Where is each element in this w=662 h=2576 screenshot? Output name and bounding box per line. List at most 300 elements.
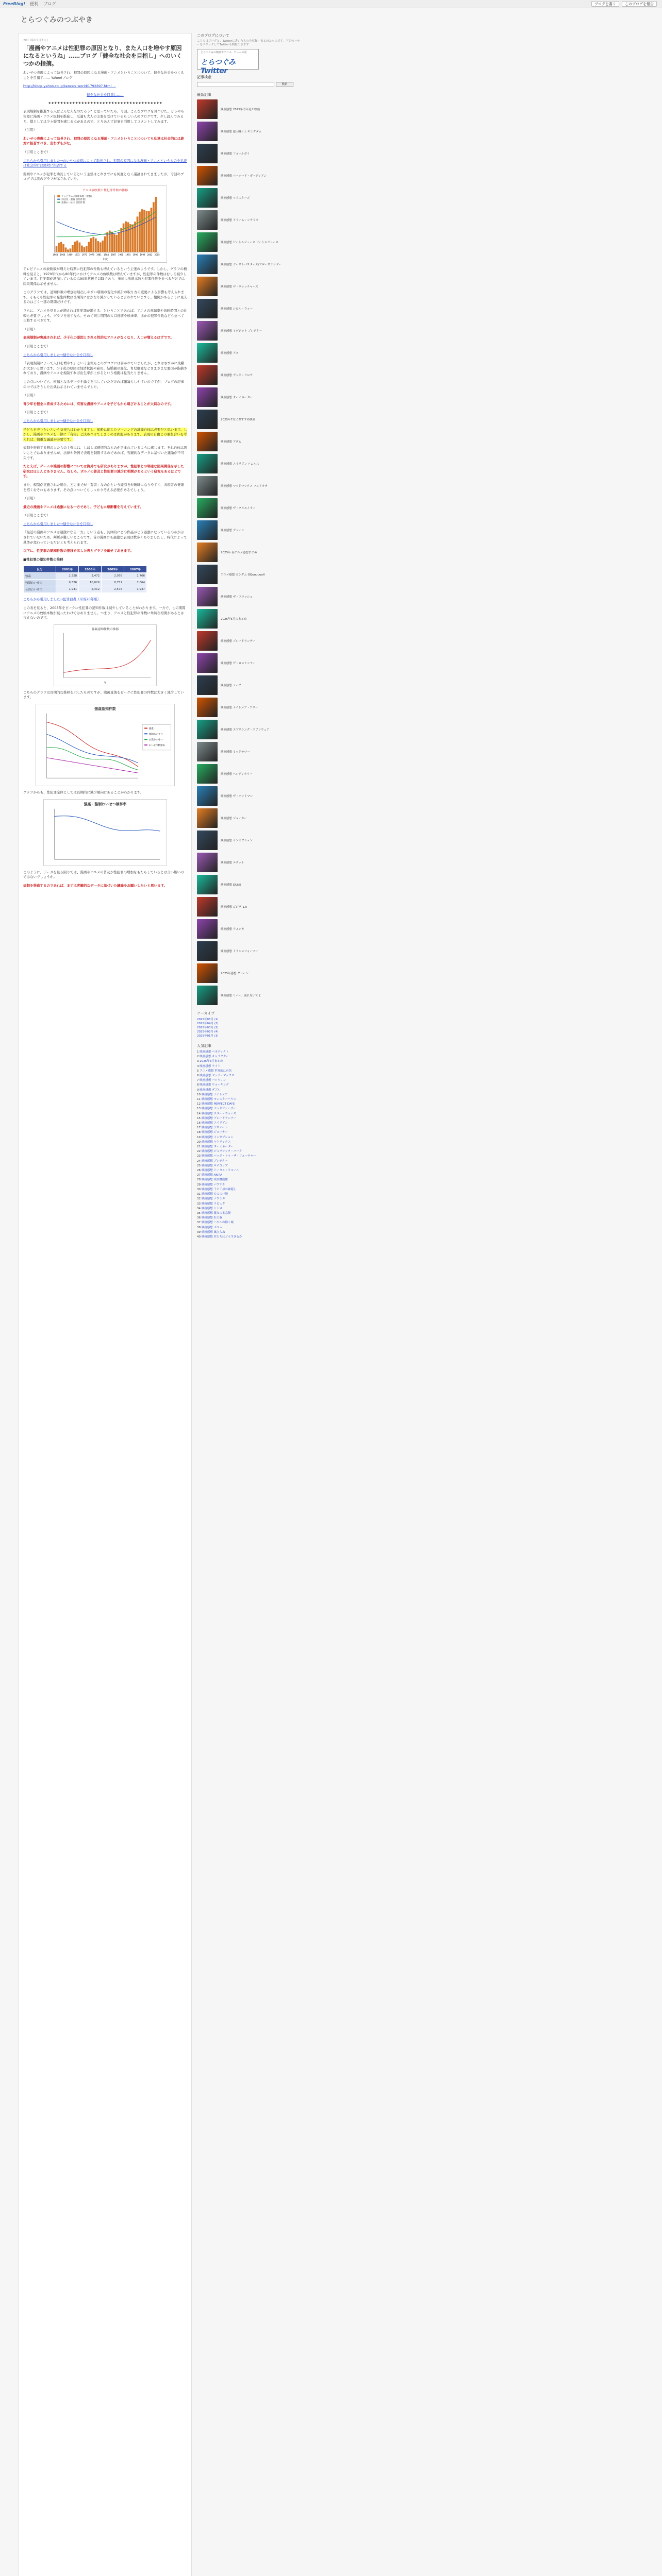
top-nav [30, 0, 60, 8]
recent-post-item[interactable] [197, 542, 300, 563]
post-thumbnail[interactable] [197, 764, 218, 784]
about-box [197, 33, 300, 75]
post-thumbnail[interactable] [197, 410, 218, 429]
recent-post-title[interactable]: 映画感想 ジョーカー [221, 817, 247, 820]
x-tick-label: 1987 [111, 253, 117, 257]
ranking-item[interactable] [197, 1130, 300, 1135]
ranking-item[interactable] [197, 1136, 300, 1140]
post-thumbnail[interactable] [197, 543, 218, 562]
post-thumbnail[interactable] [197, 742, 218, 761]
recent-post-item[interactable] [197, 365, 300, 385]
source-link[interactable]: http://blogs.yahoo.co.jp/kenzen_world/1792897.html ... [23, 84, 116, 89]
recent-post-item[interactable] [197, 697, 300, 718]
ranking-item[interactable] [197, 1197, 300, 1201]
post-thumbnail[interactable] [197, 99, 218, 119]
ranking-item[interactable] [197, 1192, 300, 1197]
recent-post-item[interactable] [197, 431, 300, 452]
top-right-buttons [591, 1, 657, 7]
separator: ★★★★★★★★★★★★★★★★★★★★★★★★★★★★★★★★★★★★★★ [48, 101, 162, 106]
nav-link[interactable]: ブログ [43, 2, 56, 6]
series-line [63, 640, 151, 672]
ranking-number: 26 [197, 1169, 202, 1173]
ranking-link[interactable]: 映画感想 AKIRA [201, 1174, 222, 1177]
post-thumbnail[interactable] [197, 321, 218, 341]
recent-post-title[interactable]: 映画感想 遊☆戯☆王 キングダム [221, 130, 262, 133]
post-thumbnail[interactable] [197, 675, 218, 695]
post-thumbnail[interactable] [197, 720, 218, 739]
ranking-link[interactable]: 映画感想 スター・ウォーズ [201, 1112, 237, 1115]
recent-post-title[interactable]: 映画感想 ノープ [221, 684, 241, 687]
post-thumbnail[interactable] [197, 299, 218, 318]
ranking-number: 16 [197, 1122, 202, 1125]
post-thumbnail[interactable] [197, 432, 218, 451]
post-thumbnail[interactable] [197, 565, 218, 584]
recent-post-title[interactable]: 映画感想 ミッドサマー [221, 751, 250, 754]
chart-bar [115, 235, 118, 252]
ranking-link[interactable]: 映画感想 トータル・リコール [201, 1169, 239, 1173]
post-thumbnail[interactable] [197, 808, 218, 828]
chart-bar [102, 241, 104, 252]
post-thumbnail[interactable] [197, 343, 218, 363]
ranking-item[interactable] [197, 1064, 300, 1069]
ranking-item[interactable] [197, 1126, 300, 1130]
quote-text: 青少年を健全に育成するためには、有害な漫画やアニメを子どもから遠ざけることが大切なのです。 [23, 401, 174, 406]
post-thumbnail[interactable] [197, 853, 218, 872]
ranking-item[interactable] [197, 1159, 300, 1164]
recent-post-title[interactable]: 映画感想 バーナード・ガーディアン [221, 175, 267, 178]
ranking-link[interactable]: 映画感想 PERFECT DAYS [201, 1103, 235, 1106]
chart-bar [123, 224, 125, 252]
post-thumbnail[interactable] [197, 653, 218, 673]
ranking-item[interactable] [197, 1069, 300, 1074]
chart-title: アニメ放映数と性犯罪件数の推移 [82, 189, 128, 192]
ranking-item[interactable] [197, 1211, 300, 1216]
post-thumbnail[interactable] [197, 831, 218, 850]
recent-post-item[interactable] [197, 99, 300, 120]
recent-post-title[interactable]: 映画感想 ヘレディタリー [221, 773, 253, 776]
recent-post-item[interactable] [197, 276, 300, 297]
recent-post-title[interactable]: 映画感想 ゴーストバスターズ/フローズンサマー [221, 263, 282, 266]
ranking-item[interactable] [197, 1154, 300, 1159]
recent-post-title[interactable]: 映画感想 アス [221, 352, 239, 355]
ranking-link[interactable]: 映画感想 ブレードランナー [201, 1116, 237, 1120]
ranking-item[interactable] [197, 1178, 300, 1182]
ranking-link[interactable]: 映画感想 攻殻機動隊 [201, 1178, 228, 1182]
ranking-item[interactable] [197, 1183, 300, 1188]
chart-bar [95, 239, 97, 252]
citation-link[interactable]: こちらから引用しました→犯罪白書（平成20年版） [23, 597, 101, 602]
table-cell: 1,941 [56, 586, 79, 593]
recent-post-item[interactable] [197, 719, 300, 740]
recent-post-item[interactable] [197, 188, 300, 208]
table-row [24, 586, 147, 593]
recent-post-title[interactable]: 映画感想 リバー、流れないでよ [221, 994, 261, 997]
ranking-item[interactable] [197, 1140, 300, 1145]
x-tick-label: 1993 [125, 253, 131, 257]
recent-post-title[interactable]: 映画感想 エイリアン ロムルス [221, 463, 259, 466]
recent-post-item[interactable] [197, 143, 300, 164]
ranking-number: 4 [197, 1064, 200, 1068]
recent-post-item[interactable] [197, 298, 300, 319]
recent-post-item[interactable] [197, 830, 300, 851]
search-button[interactable]: 検索 [276, 82, 293, 87]
ranking-link[interactable]: アニメ感想 世界的に有名 [200, 1069, 232, 1073]
ranking-item[interactable] [197, 1207, 300, 1211]
paragraph: さらに、アニメを見る人が増えれば性犯罪が増える、ということであれば、アニメの視聴率や放映時間との比較も必要でしょう。グラフを出すなら、せめて同じ期間の人口推移や検挙率、ほかの犯罪件数なども並べて比較するべきです。 [23, 309, 187, 323]
recent-post-item[interactable] [197, 409, 300, 430]
paragraph: 「最近の漫画やアニメは過激になる一方」という点も、具体的にどの作品がどう過激になっているのかが示されていないため、判断が難しいところです。昔の漫画にも過激な表現は数多くありましたし、時代によって基準が変わっているだけとも考えられます。 [23, 530, 187, 545]
legend-label: 強姦 [148, 727, 154, 731]
chart-bar [153, 202, 155, 252]
ranking-number: 35 [197, 1211, 202, 1215]
chart-bar [60, 242, 62, 252]
recent-post-item[interactable] [197, 498, 300, 518]
recent-post-title[interactable]: 映画感想 ツイスターズ [221, 197, 250, 200]
post-thumbnail[interactable] [197, 188, 218, 208]
ranking-item[interactable] [197, 1059, 300, 1064]
x-tick-label: 1963 [53, 253, 58, 257]
chart-bar [106, 232, 108, 252]
post-thumbnail[interactable] [197, 609, 218, 629]
recent-post-item[interactable] [197, 653, 300, 673]
ranking-link[interactable]: 2025年3月まとめ [200, 1060, 223, 1063]
recent-post-item[interactable] [197, 985, 300, 1006]
ranking-link[interactable]: 映画感想 ロボコップ [201, 1164, 228, 1167]
recent-post-item[interactable] [197, 121, 300, 142]
x-tick-label: 1990 [118, 253, 124, 257]
post-thumbnail[interactable] [197, 631, 218, 651]
post-thumbnail[interactable] [197, 786, 218, 806]
recent-post-title[interactable]: 映画感想 ウォンカ [221, 928, 244, 931]
ranking-link[interactable]: 映画感想 インセプション [201, 1136, 234, 1139]
table-cell: 強姦 [24, 573, 56, 580]
post-thumbnail[interactable] [197, 963, 218, 983]
ranking-link[interactable]: 映画感想 パプリカ [201, 1183, 225, 1187]
report-blog-button[interactable]: このブログを報告 [622, 1, 657, 7]
recent-post-title[interactable]: 映画感想 インセプション [221, 839, 253, 842]
recent-post-item[interactable] [197, 786, 300, 806]
legend-label: 刑法犯（強姦 認知件数） [61, 198, 88, 201]
recent-post-title[interactable]: アニメ感想 ガンダム GQuuuuuuX [221, 573, 265, 577]
ranking-item[interactable] [197, 1050, 300, 1055]
chart-bar [134, 222, 136, 252]
citation-link[interactable]: こちらから引用しました→健全な社会を目指し [23, 521, 93, 526]
recent-post-item[interactable] [197, 320, 300, 341]
recent-post-item[interactable] [197, 963, 300, 984]
ranking-link[interactable]: 映画感想 ウォーキング [200, 1083, 229, 1087]
recent-post-title[interactable]: 映画感想 ザ・フラッシュ [221, 596, 253, 599]
recent-post-title[interactable]: 映画感想 ザ・ウォッチャーズ [221, 285, 258, 289]
recent-post-title[interactable]: 映画感想 DUNE [221, 884, 241, 887]
about-text: こちらはブログと、Twitterに書いたものを収録・まとめたものです。下記のバナーをクリックしてTwitterも閲覧できます [197, 40, 300, 46]
post-thumbnail[interactable] [197, 919, 218, 939]
paragraph: このように、データを見る限りでは、漫画やアニメの普及が性犯罪の増加をもたらしているとは言い難いのではないでしょうか。 [23, 870, 184, 879]
recent-post-title[interactable]: 映画感想 ブレードランナー [221, 640, 256, 643]
recent-post-item[interactable] [197, 165, 300, 186]
recent-post-title[interactable]: 映画感想 トランスフォーマー [221, 950, 258, 953]
ranking-link[interactable]: 映画感想 ハウルの動く城 [201, 1221, 234, 1225]
legend-label: 強制わいせつ [148, 733, 163, 736]
banner-title: とらつぐみTwitter [201, 58, 236, 75]
post-thumbnail[interactable] [197, 210, 218, 230]
ranking-item[interactable] [197, 1055, 300, 1059]
x-tick-label: 1972 [74, 253, 80, 257]
post-thumbnail[interactable] [197, 387, 218, 407]
paragraph: この表を見ると、2003年をピークに性犯罪の認知件数は減少していることがわかります。一方で、この期間にアニメの放映本数が減ったわけではありません。つまり、アニメと性犯罪の件数に単純な相関があるとは言えないのです。 [23, 606, 186, 620]
ranking-link[interactable]: 映画感想 ダブル [200, 1088, 221, 1092]
ranking-number: 21 [197, 1145, 202, 1149]
post-thumbnail[interactable] [197, 941, 218, 961]
recent-post-title[interactable]: 映画感想 デューン [221, 529, 244, 532]
chart-bar [118, 232, 120, 252]
recent-post-item[interactable] [197, 453, 300, 474]
ranking-item[interactable] [197, 1188, 300, 1192]
x-axis-label: 年 [104, 681, 107, 685]
recent-post-item[interactable] [197, 741, 300, 762]
recent-post-item[interactable] [197, 764, 300, 784]
ranking-link[interactable]: 映画感想 もののけ姫 [201, 1193, 228, 1196]
ranking-item[interactable] [197, 1202, 300, 1207]
post-thumbnail[interactable] [197, 454, 218, 473]
x-axis-label: 年度 [103, 258, 108, 261]
table-cell: 2,228 [56, 573, 79, 580]
x-tick-label: 1981 [96, 253, 102, 257]
post-title[interactable]: 「漫画やアニメは性犯罪の原因となり、また人口を増やす原因になるというね」……ブログ「健全な社会を目指し」へのいくつかの指摘。 [23, 45, 182, 67]
post-thumbnail[interactable] [197, 875, 218, 894]
ranking-item[interactable] [197, 1078, 300, 1083]
recent-post-item[interactable] [197, 675, 300, 696]
citation-link[interactable]: こちらから引用しました→健全な社会を目指し [23, 352, 93, 357]
ranking-link[interactable]: 映画感想 ポニョ [201, 1226, 222, 1229]
ranking-number: 34 [197, 1207, 202, 1210]
quote-tail: （引用ここまで） [23, 149, 50, 154]
ranking-link[interactable]: 映画感想 マトリックス [201, 1140, 231, 1144]
ranking-number: 29 [197, 1183, 202, 1187]
recent-post-title[interactable]: 映画感想 アダム [221, 440, 241, 444]
ranking-link[interactable]: 映画感想 ベネディクト [200, 1050, 229, 1054]
paragraph: テレビアニメの放映数が増えた時期に性犯罪の件数も増えているという主張のようです。しかし、グラフの横軸を見ると、1970年代から80年代にかけてアニメの放映数は増えていますが、性犯罪の件数はむしろ減少しています。性犯罪が増加しているのは90年代後半以降であり、単純に放映本数と犯罪件数を並べるだけでは因果関係は示せません。 [23, 266, 187, 286]
ranking-link[interactable]: 映画感想 ターミネーター [201, 1145, 234, 1149]
recent-post-title[interactable]: 2025年 春アニメ感想まとめ [221, 551, 257, 554]
ranking-item[interactable] [197, 1216, 300, 1221]
ranking-number: 10 [197, 1093, 202, 1096]
recent-post-item[interactable] [197, 210, 300, 230]
citation-link[interactable]: こちらから引用しました→健全な社会を目指し [23, 418, 93, 423]
ranking-link[interactable]: 映画感想 ゴッドファーザー [201, 1107, 237, 1111]
post-thumbnail[interactable] [197, 698, 218, 717]
recent-post-title[interactable]: 映画感想 シビル・ウォー [221, 308, 253, 311]
ranking-item[interactable] [197, 1112, 300, 1116]
ranking-link[interactable]: 映画感想 バック・トゥ・ザ・フューチャー [201, 1155, 256, 1158]
recent-post-item[interactable] [197, 586, 300, 607]
recent-post-item[interactable] [197, 564, 300, 585]
ranking-item[interactable] [197, 1230, 300, 1235]
ranking-item[interactable] [197, 1097, 300, 1102]
ranking-item[interactable] [197, 1121, 300, 1126]
clearance-chart [43, 799, 167, 866]
ranking-item[interactable] [197, 1116, 300, 1121]
ranking-item[interactable] [197, 1074, 300, 1078]
quote-tail: （引用ここまで） [23, 513, 50, 518]
recent-post-item[interactable] [197, 919, 300, 939]
recent-post-title[interactable]: 映画感想 ビートルジュース ビートルジュース [221, 241, 279, 244]
chart-title: 強姦認知件数 [94, 706, 116, 711]
chart-bar [113, 234, 115, 252]
recent-post-title[interactable]: 映画感想 デッド・ドロウ [221, 374, 253, 377]
recent-post-title[interactable]: 2025年7月におすすめ映画 [221, 418, 256, 421]
ranking-item[interactable] [197, 1168, 300, 1173]
twitter-banner[interactable] [197, 49, 259, 75]
ranking-link[interactable]: 映画感想 トトロ [201, 1207, 222, 1210]
legend-swatch [144, 739, 147, 740]
ranking-link[interactable]: 映画感想 魔女の宅急便 [201, 1211, 231, 1215]
ranking-link[interactable]: 映画感想 ジュラシック・パーク [201, 1150, 242, 1154]
ranking-link[interactable]: 映画感想 マッド・マックス [200, 1074, 235, 1078]
post-thumbnail[interactable] [197, 144, 218, 163]
ranking-box [197, 1043, 300, 1240]
chart-bar [97, 241, 99, 252]
chart-bar [125, 222, 127, 252]
recent-post-title[interactable]: 映画感想 マッドマックス フュリオサ [221, 485, 268, 488]
ranking-link[interactable]: 映画感想 ハロウィン [200, 1079, 226, 1082]
ranking-link[interactable]: 映画感想 ナウシカ [201, 1197, 225, 1201]
ranking-link[interactable]: 映画感想 紅の豚 [201, 1216, 222, 1220]
x-tick-label: 2005 [154, 253, 160, 257]
ranking-item[interactable] [197, 1093, 300, 1097]
ranking-item[interactable] [197, 1145, 300, 1149]
recent-post-title[interactable]: 映画感想 フォールガイ [221, 152, 250, 156]
post-thumbnail[interactable] [197, 122, 218, 141]
recent-post-item[interactable] [197, 608, 300, 629]
ranking-item[interactable] [197, 1173, 300, 1178]
search-input[interactable] [197, 82, 274, 87]
archive-link[interactable]: 2025年02月 (4) [197, 1030, 219, 1033]
ranking-item[interactable] [197, 1107, 300, 1111]
table-cell: 2,412 [79, 586, 102, 593]
ranking-number: 38 [197, 1226, 202, 1229]
post-thumbnail[interactable] [197, 986, 218, 1005]
ranking-item[interactable] [197, 1088, 300, 1093]
nav-link[interactable]: 便利 [30, 2, 38, 6]
ranking-link[interactable]: 映画感想 ラピュタ [201, 1202, 225, 1206]
post-thumbnail[interactable] [197, 365, 218, 385]
recent-post-title[interactable]: 映画感想 ザ・バットマン [221, 795, 253, 798]
recent-post-item[interactable] [197, 476, 300, 496]
ranking-link[interactable]: 映画感想 プレデター [201, 1159, 228, 1163]
post-thumbnail[interactable] [197, 587, 218, 606]
recent-post-item[interactable] [197, 343, 300, 363]
ranking-link[interactable]: 映画感想 モンスターハウス [201, 1098, 236, 1101]
archive-link[interactable]: 2025年05月 (1) [197, 1018, 219, 1021]
legend-swatch [144, 727, 147, 728]
recent-post-item[interactable] [197, 631, 300, 651]
ranking-number: 30 [197, 1188, 202, 1191]
ranking-item[interactable] [197, 1221, 300, 1225]
recent-post-title[interactable]: 映画感想 ナイトメア・アリー [221, 706, 258, 709]
ranking-item[interactable] [197, 1164, 300, 1168]
ranking-link[interactable]: 映画感想 ライト [200, 1064, 221, 1068]
recent-post-title[interactable]: 2025年5月のまとめ [221, 618, 247, 621]
recent-post-title[interactable]: 2025年感想 グリーン [221, 972, 249, 975]
ranking-link[interactable]: 映画感想 ナイトメア [201, 1093, 228, 1096]
recent-post-title[interactable]: 映画感想 テネット [221, 861, 244, 865]
archive-link[interactable]: 2025年01月 (3) [197, 1035, 219, 1038]
chart-bar [86, 246, 88, 252]
table-cell: 1,937 [124, 586, 147, 593]
legend-swatch [57, 199, 60, 200]
chart-bar [148, 211, 150, 252]
table-cell: 1,766 [124, 573, 147, 580]
ranking-number: 9 [197, 1088, 200, 1092]
ranking-number: 23 [197, 1155, 202, 1158]
recent-post-title[interactable]: 映画感想 エブリシング・エブリウェア [221, 728, 270, 732]
post-thumbnail[interactable] [197, 476, 218, 496]
archive-link[interactable]: 2025年03月 (2) [197, 1026, 219, 1029]
paragraph: このグラフでは、認知件数の増加は届出しやすい環境の変化や統計の取り方の変更による影響も考えられます。そもそも性犯罪の発生件数は長期的にはかなり減少していると言われていますし、相関があるように見えるのはごく一部の期間だけです。 [23, 290, 187, 304]
blog-service-logo[interactable]: FreeBlog! [3, 2, 26, 6]
recent-post-title[interactable]: 映画感想 ザ・ロストシティ [221, 662, 256, 665]
ranking-link[interactable]: 映画感想 エイリアン [201, 1122, 228, 1125]
ranking-link[interactable]: 映画感想 風立ちぬ [201, 1230, 225, 1234]
ranking-link[interactable]: 映画感想 千と千尋の神隠し [201, 1188, 237, 1191]
ranking-item[interactable] [197, 1226, 300, 1230]
blog-title[interactable]: とらつぐみのつぶやき [21, 16, 93, 24]
quote-link[interactable]: 健全な社会を目指し…… [87, 92, 124, 97]
recent-list [197, 99, 300, 1006]
recent-post-title[interactable]: 映画感想 ゴジラ-1.0 [221, 906, 247, 909]
quote-head: （引用） [23, 327, 37, 331]
recent-post-title[interactable]: 映画感想 ターミネーター [221, 396, 253, 399]
recent-post-title[interactable]: 映画感想 ザ・クリエイター [221, 507, 256, 510]
x-tick-labels [53, 253, 160, 256]
post-thumbnail[interactable] [197, 232, 218, 252]
post-thumbnail[interactable] [197, 498, 218, 518]
recent-post-title[interactable]: 映画感想 ドリーム・シナリオ [221, 219, 259, 222]
post-thumbnail[interactable] [197, 277, 218, 296]
ranking-item[interactable] [197, 1149, 300, 1154]
recent-post-item[interactable] [197, 874, 300, 895]
archive-link[interactable]: 2025年04月 (3) [197, 1022, 219, 1025]
recent-post-item[interactable] [197, 852, 300, 873]
recent-post-item[interactable] [197, 387, 300, 408]
post-thumbnail[interactable] [197, 255, 218, 274]
ranking-link[interactable]: 映画感想 デスノート [201, 1126, 228, 1130]
recent-post-item[interactable] [197, 232, 300, 252]
ranking-item[interactable] [197, 1083, 300, 1088]
recent-post-item[interactable] [197, 808, 300, 828]
recent-post-item[interactable] [197, 254, 300, 275]
citation-link[interactable]: こちらから引用しました→わいせつ表現によって助長され、犯罪の原因になる漫画・アニメというものを私達は社会的には絶対に拒否する [23, 158, 187, 168]
ranking-link[interactable]: 映画感想 キャラクター [200, 1055, 229, 1059]
recent-post-item[interactable] [197, 896, 300, 917]
post-thumbnail[interactable] [197, 166, 218, 185]
recent-post-item[interactable] [197, 941, 300, 961]
table-cell: 8,751 [102, 580, 124, 586]
ranking-link[interactable]: 映画感想 君たちはどう生きるか [201, 1235, 242, 1239]
ranking-number: 40 [197, 1235, 202, 1239]
recent-post-title[interactable]: 映画感想 2025年今年見た映画 [221, 108, 260, 111]
post-thumbnail[interactable] [197, 897, 218, 917]
ranking-item[interactable] [197, 1235, 300, 1240]
quote-head: （引用） [23, 128, 37, 132]
ranking-link[interactable]: 映画感想 ジョーカー [201, 1131, 228, 1134]
quote-text: 表現規制が実施されれば、少子化の原因とされる性的なアニメがなくなり、人口が増えるはずです。 [23, 335, 174, 340]
recent-post-title[interactable]: 映画感想 イグジット プレデター [221, 330, 262, 333]
post-thumbnail[interactable] [197, 520, 218, 540]
write-blog-button[interactable]: ブログを書く [591, 1, 619, 7]
recent-post-item[interactable] [197, 520, 300, 540]
ranking-item[interactable] [197, 1102, 300, 1107]
